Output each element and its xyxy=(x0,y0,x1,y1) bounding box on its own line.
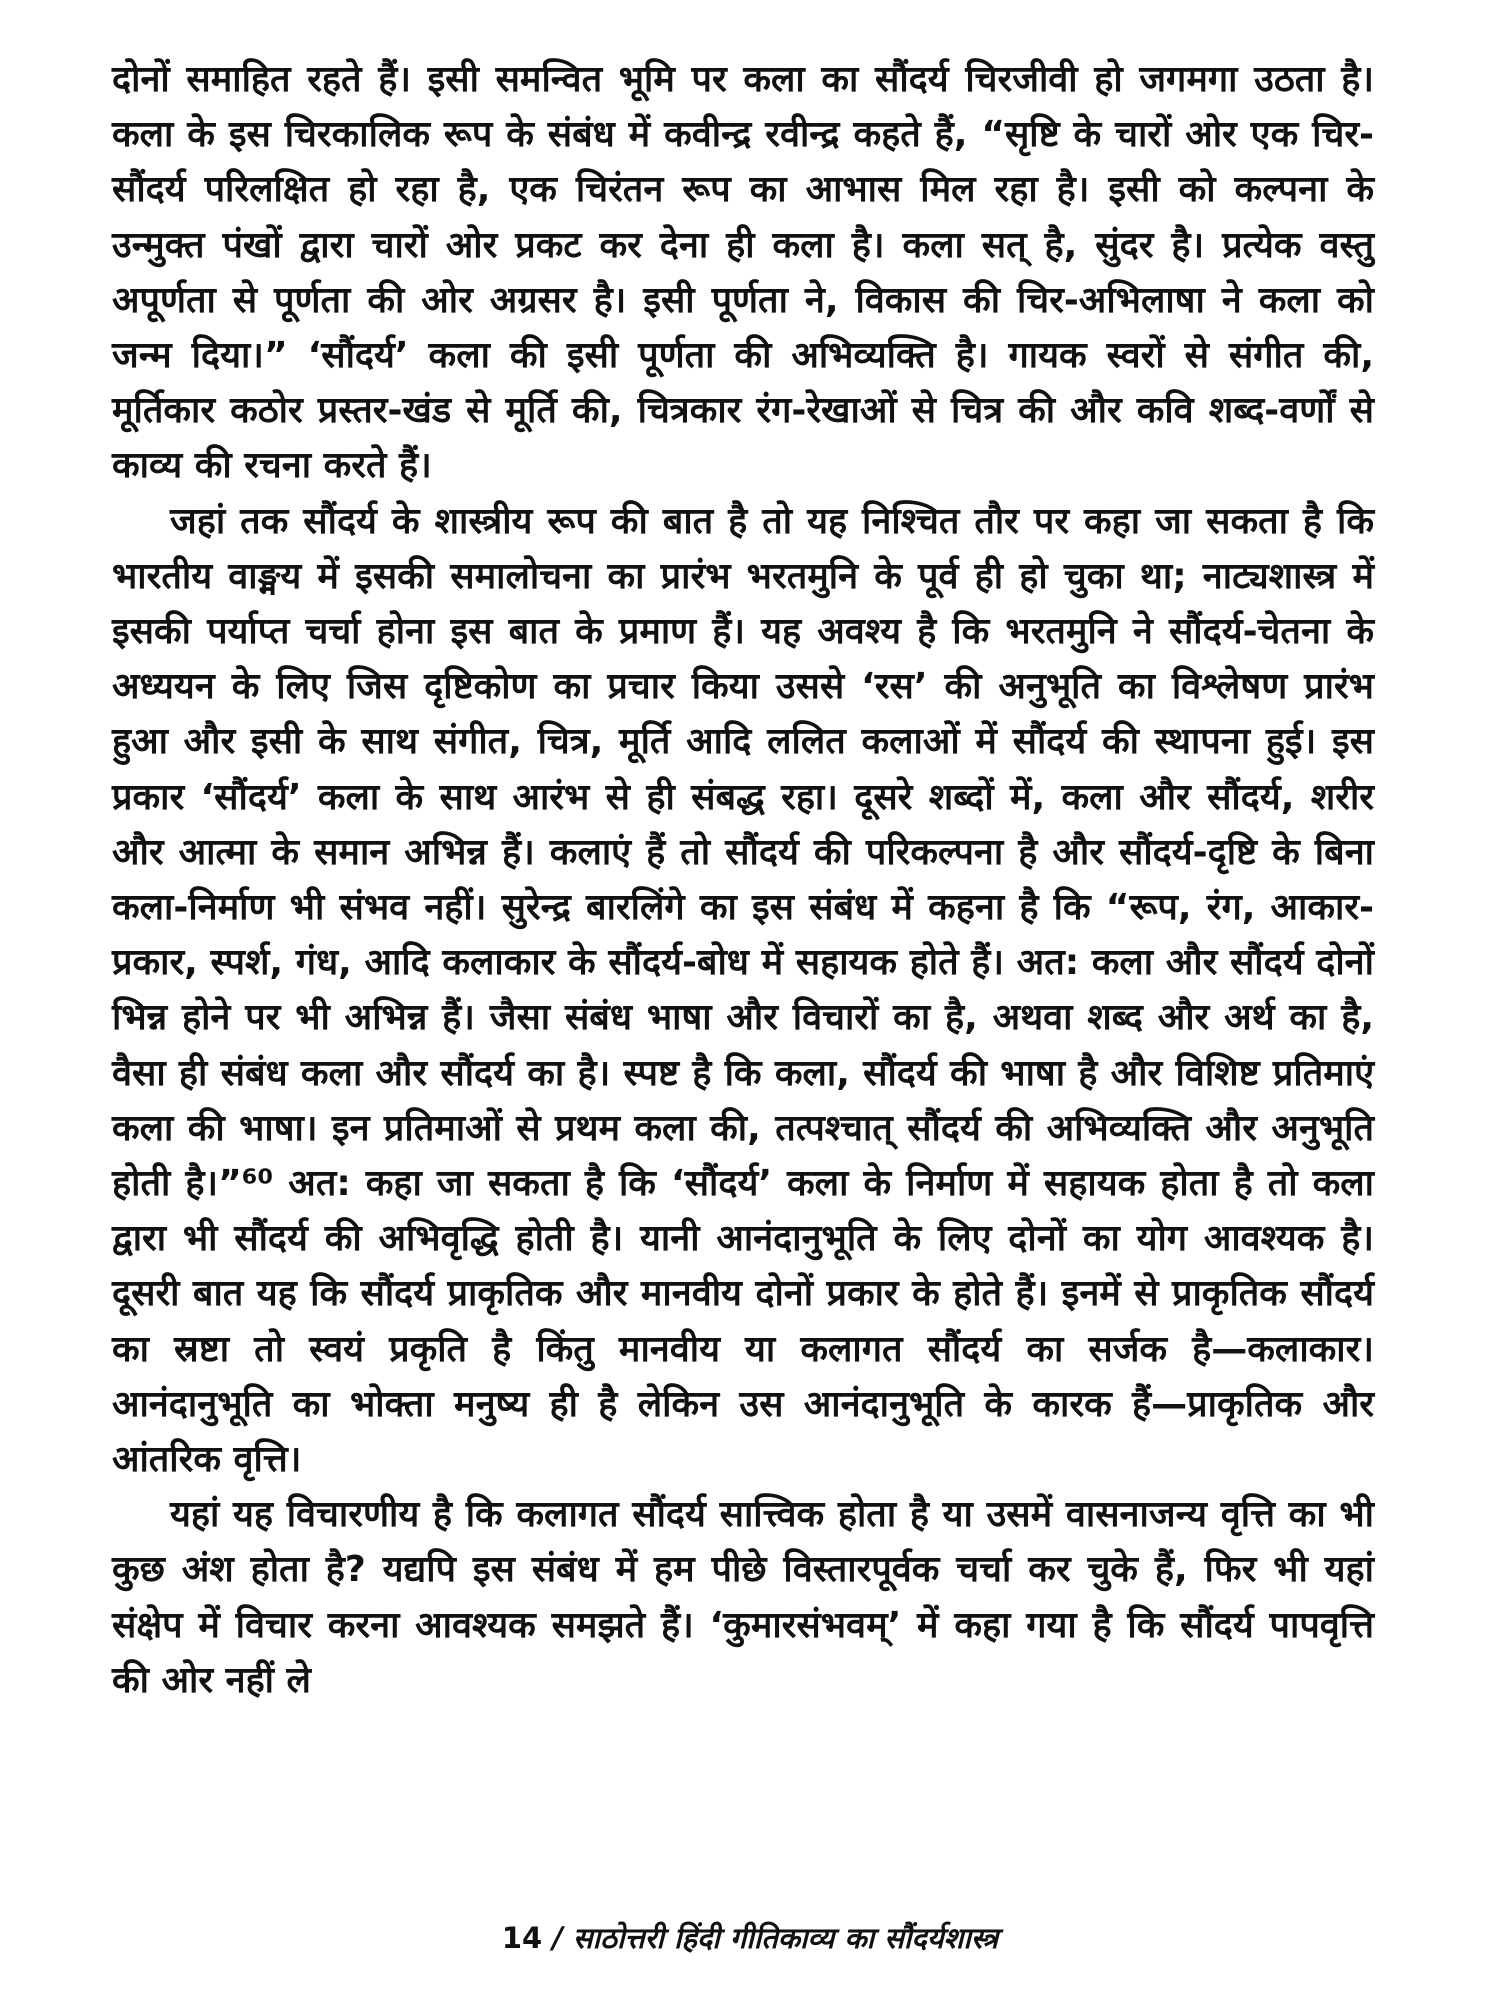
book-title: / साठोत्तरी हिंदी गीतिकाव्य का सौंदर्यशास्त्र xyxy=(552,1921,999,1955)
page-number: 14 xyxy=(501,1921,543,1955)
page-footer xyxy=(0,1918,1500,1957)
paragraph-1: दोनों समाहित रहते हैं। इसी समन्वित भूमि पर कला का सौंदर्य चिरजीवी हो जगमगा उठता है। कला के इस चिरकालिक रूप के संबंध में कवीन्द्र रवीन्द्र कहते हैं, “सृष्टि के चारों ओर एक चिर-सौंदर्य परिलक्षित हो रहा है, एक चिरंतन रूप का आभास मिल रहा है। इसी को कल्पना के उन्मुक्त पंखों द्वारा चारों ओर प्रकट कर देना ही कला है। कला सत् है, सुंदर है। प्रत्येक वस्तु अपूर्णता से पूर्णता की ओर अग्रसर है। इसी पूर्णता ने, विकास की चिर-अभिलाषा ने कला को जन्म दिया।” ‘सौंदर्य’ कला की इसी पूर्णता की अभिव्यक्ति है। गायक स्वरों से संगीत की, मूर्तिकार कठोर प्रस्तर-खंड से मूर्ति की, चित्रकार रंग-रेखाओं से चित्र की और कवि शब्द-वर्णों से काव्य की रचना करते हैं। xyxy=(112,59,1374,487)
paragraph-2: जहां तक सौंदर्य के शास्त्रीय रूप की बात है तो यह निश्चित तौर पर कहा जा सकता है कि भारतीय वाङ्मय में इसकी समालोचना का प्रारंभ भरतमुनि के पूर्व ही हो चुका था; नाट्यशास्त्र में इसकी पर्याप्त चर्चा होना इस बात के प्रमाण हैं। यह अवश्य है कि भरतमुनि ने सौंदर्य-चेतना के अध्ययन के लिए जिस दृष्टिकोण का प्रचार किया उससे ‘रस’ की अनुभूति का विश्लेषण प्रारंभ हुआ और इसी के साथ संगीत, चित्र, मूर्ति आदि ललित कलाओं में सौंदर्य की स्थापना हुई। इस प्रकार ‘सौंदर्य’ कला के साथ आरंभ से ही संबद्ध रहा। दूसरे शब्दों में, कला और सौंदर्य, शरीर और आत्मा के समान अभिन्न हैं। कलाएं हैं तो सौंदर्य की परिकल्पना है और सौंदर्य-दृष्टि के बिना कला-निर्माण भी संभव नहीं। सुरेन्द्र बारलिंगे का इस संबंध में कहना है कि “रूप, रंग, आकार-प्रकार, स्पर्श, गंध, आदि कलाकार के सौंदर्य-बोध में सहायक होते हैं। अत: कला और सौंदर्य दोनों भिन्न होने पर भी अभिन्न हैं। जैसा संबंध भाषा और विचारों का है, अथवा शब्द और अर्थ का है, वैसा ही संबंध कला और सौंदर्य का है। स्पष्ट है कि कला, सौंदर्य की भाषा है और विशिष्ट प्रतिमाएं कला की भाषा। इन प्रतिमाओं से प्रथम कला की, तत्पश्चात् सौंदर्य की अभिव्यक्ति और अनुभूति होती है।”⁶⁰ अत: कहा जा सकता है कि ‘सौंदर्य’ कला के निर्माण में सहायक होता है तो कला द्वारा भी सौंदर्य की अभिवृद्धि होती है। यानी आनंदानुभूति के लिए दोनों का योग आवश्यक है। दूसरी बात यह कि सौंदर्य प्राकृतिक और मानवीय दोनों प्रकार के होते हैं। इनमें से प्राकृतिक सौंदर्य का स्रष्टा तो स्वयं प्रकृति है किंतु मानवीय या कलागत सौंदर्य का सर्जक है—कलाकार। आनंदानुभूति का भोक्ता मनुष्य ही है लेकिन उस आनंदानुभूति के कारक हैं—प्राकृतिक और आंतरिक वृत्ति। xyxy=(112,500,1374,1481)
page-body xyxy=(112,52,1374,1708)
paragraph-3: यहां यह विचारणीय है कि कलागत सौंदर्य सात्त्विक होता है या उसमें वासनाजन्य वृत्ति का भी कुछ अंश होता है? यद्यपि इस संबंध में हम पीछे विस्तारपूर्वक चर्चा कर चुके हैं, फिर भी यहां संक्षेप में विचार करना आवश्यक समझते हैं। ‘कुमारसंभवम्’ में कहा गया है कि सौंदर्य पापवृत्ति की ओर नहीं ले xyxy=(112,1494,1374,1701)
